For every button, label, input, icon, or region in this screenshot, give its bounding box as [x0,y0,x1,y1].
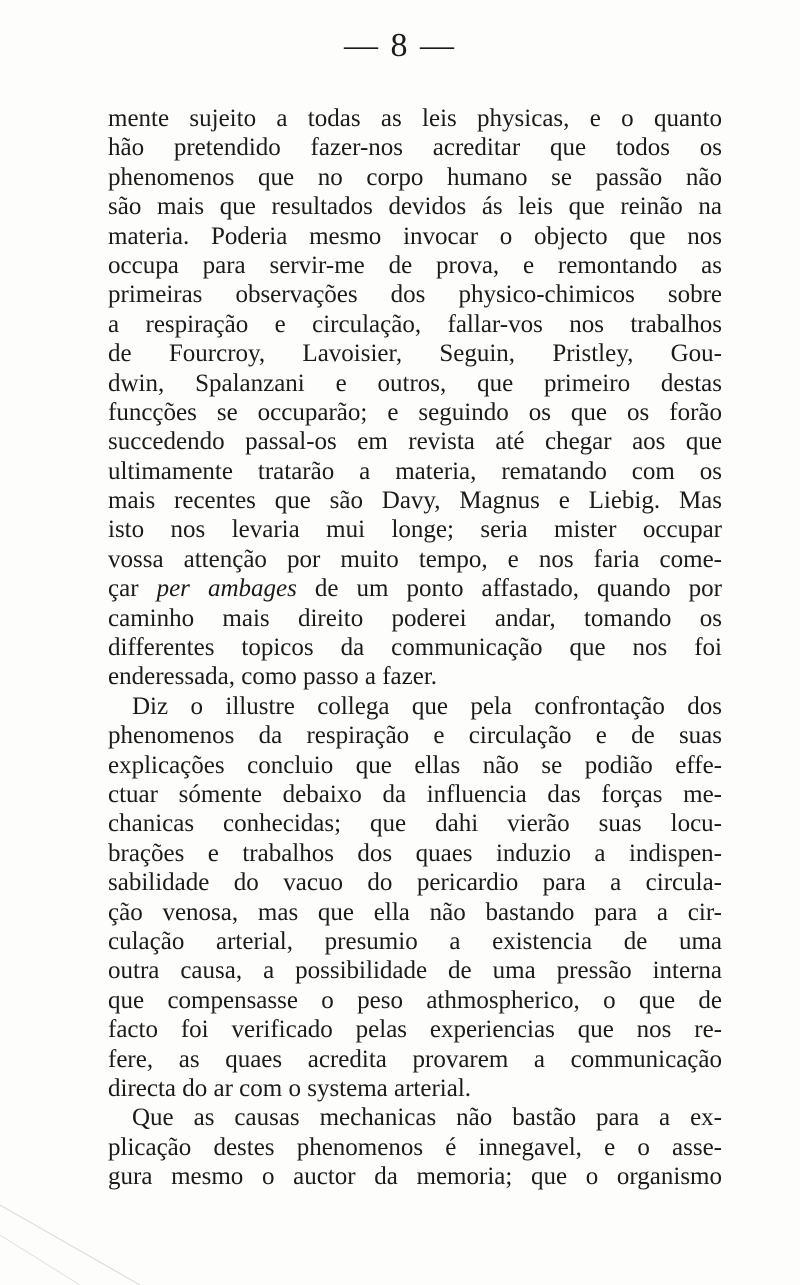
paragraph-start-line: Que as causas mechanicas não bastão para a ex- [132,1104,722,1132]
body-text [108,104,722,1191]
text-line: hão pretendido fazer-nos acreditar que todos os [108,134,722,162]
text-line: de Fourcroy, Lavoisier, Seguin, Pristley, Gou- [108,340,722,368]
line-end: de um ponto affastado, quando por [296,575,722,603]
text-line-with-italic [108,574,722,603]
text-line: ção venosa, mas que ella não bastando para a cir- [108,898,722,926]
text-line: mente sujeito a todas as leis physicas, e o quanto [108,105,722,132]
text-line: sabilidade do vacuo do pericardio para a circula- [108,869,722,897]
text-line: ctuar sómente debaixo da influencia das forças me- [108,780,722,808]
paragraph-start-line: Diz o illustre collega que pela confrontação dos [132,692,722,720]
text-line: que compensasse o peso athmospherico, o que de [108,986,722,1014]
paragraph-end-line: directa do ar com o systema arterial. [108,1074,472,1102]
text-line: facto foi verificado pelas experiencias que nos re- [108,1016,722,1044]
text-line: succedendo passal-os em revista até chegar aos que [108,428,722,456]
text-line: ultimamente tratarão a materia, rematando com os [108,457,722,485]
line-start: çar [108,575,157,603]
paragraph-end-line: enderessada, como passo a fazer. [108,663,438,691]
text-line: funcções se occuparão; e seguindo os que os forão [108,398,722,426]
text-line: caminho mais direito poderei andar, tomando os [108,604,722,632]
text-line: gura mesmo o auctor da memoria; que o organismo [108,1163,722,1191]
italic-phrase: per ambages [156,575,297,603]
page-number: — 8 — [344,27,456,64]
text-line: phenomenos que no corpo humano se passão não [108,163,722,191]
page-corner-mark [0,1195,160,1285]
text-line: phenomenos da respiração e circulação e de suas [108,722,722,750]
text-line: primeiras observações dos physico-chimicos sobre [108,281,722,309]
text-line: chanicas conhecidas; que dahi vierão suas locu- [108,810,722,838]
text-line: plicação destes phenomenos é innegavel, e o asse- [108,1133,722,1161]
text-line: fere, as quaes acredita provarem a communicação [108,1045,722,1073]
text-line: materia. Poderia mesmo invocar o objecto que nos [108,222,722,250]
text-line: são mais que resultados devidos ás leis que reinão na [108,193,722,221]
text-line: occupa para servir-me de prova, e remontando as [108,251,722,279]
text-line: differentes topicos da communicação que nos foi [108,634,722,662]
text-line: explicações concluio que ellas não se podião effe- [108,751,722,779]
text-line: isto nos levaria mui longe; seria mister occupar [108,516,722,544]
text-line: dwin, Spalanzani e outros, que primeiro destas [108,369,722,397]
text-line: a respiração e circulação, fallar-vos nos trabalhos [108,310,722,338]
text-line: culação arterial, presumio a existencia de uma [108,927,722,955]
text-line: outra causa, a possibilidade de uma pressão interna [108,957,722,985]
text-line: vossa attenção por muito tempo, e nos faria come- [108,545,722,573]
text-line: mais recentes que são Davy, Magnus e Liebig. Mas [108,487,722,515]
text-line: brações e trabalhos dos quaes induzio a indispen- [108,839,722,867]
